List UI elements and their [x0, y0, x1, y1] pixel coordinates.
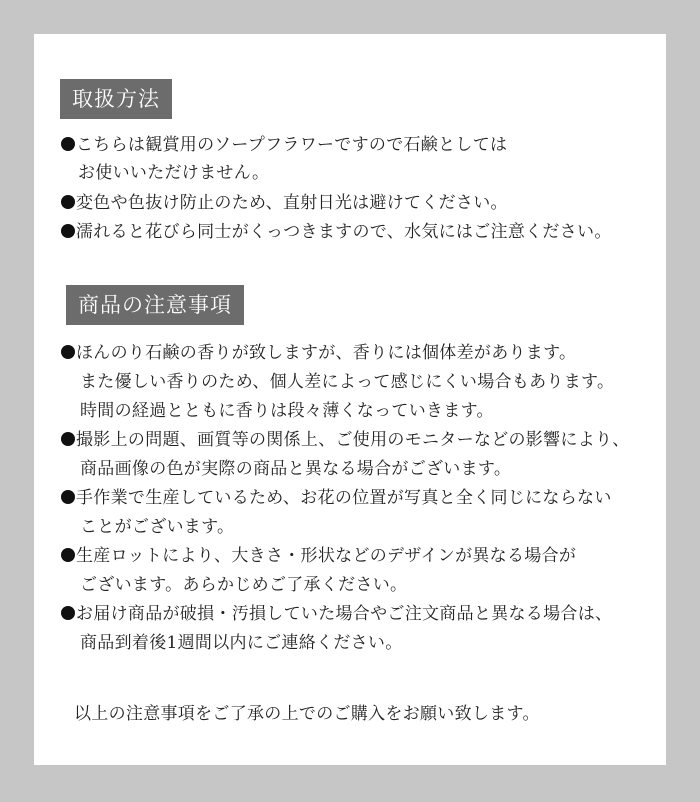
handling-item-2-text: 変色や色抜け防止のため、直射日光は避けてください。: [76, 193, 508, 213]
caution-item-2-text: 撮影上の問題、画質等の関係上、ご使用のモニターなどの影響により、: [76, 430, 630, 450]
handling-item-1-text: こちらは観賞用のソープフラワーですので石鹸としては: [76, 135, 508, 155]
caution-item-2: [61, 425, 630, 450]
caution-item-1-cont-b: 時間の経過とともに香りは段々薄くなっていきます。: [80, 401, 494, 421]
closing-message: 以上の注意事項をご了承の上でのご購入をお願い致します。: [74, 704, 540, 724]
handling-item-2: [61, 188, 508, 213]
notice-card: [34, 34, 666, 765]
bullet-icon: [61, 548, 75, 562]
handling-item-1-cont: お使いいただけません。: [78, 163, 270, 183]
caution-item-1-cont-a: また優しい香りのため、個人差によって感じにくい場合もあります。: [80, 372, 615, 392]
bullet-icon: [61, 432, 75, 446]
caution-item-4-text: 生産ロットにより、大きさ・形状などのデザインが異なる場合が: [76, 546, 577, 566]
caution-item-3-cont: ことがございます。: [80, 517, 235, 537]
bullet-icon: [61, 606, 75, 620]
bullet-icon: [61, 345, 75, 359]
caution-item-4-cont: ございます。あらかじめご了承ください。: [80, 575, 408, 595]
handling-item-3: [61, 217, 612, 242]
caution-item-1: [61, 338, 576, 363]
caution-heading: 商品の注意事項: [66, 285, 244, 325]
caution-item-1-text: ほんのり石鹸の香りが致しますが、香りには個体差があります。: [76, 343, 577, 363]
handling-item-1: [61, 130, 507, 155]
bullet-icon: [61, 224, 75, 238]
caution-item-5-text: お届け商品が破損・汚損していた場合やご注文商品と異なる場合は、: [76, 604, 613, 624]
bullet-icon: [61, 195, 75, 209]
caution-item-3-text: 手作業で生産しているため、お花の位置が写真と全く同じにならない: [76, 488, 612, 508]
caution-item-2-cont: 商品画像の色が実際の商品と異なる場合がございます。: [80, 459, 512, 479]
bullet-icon: [61, 490, 75, 504]
caution-item-4: [61, 541, 576, 566]
caution-item-5-cont: 商品到着後1週間以内にご連絡ください。: [80, 633, 403, 653]
caution-item-5: [61, 599, 612, 624]
caution-item-3: [61, 483, 612, 508]
handling-heading: 取扱方法: [60, 79, 172, 119]
handling-item-3-text: 濡れると花びら同士がくっつきますので、水気にはご注意ください。: [76, 222, 612, 242]
bullet-icon: [61, 137, 75, 151]
